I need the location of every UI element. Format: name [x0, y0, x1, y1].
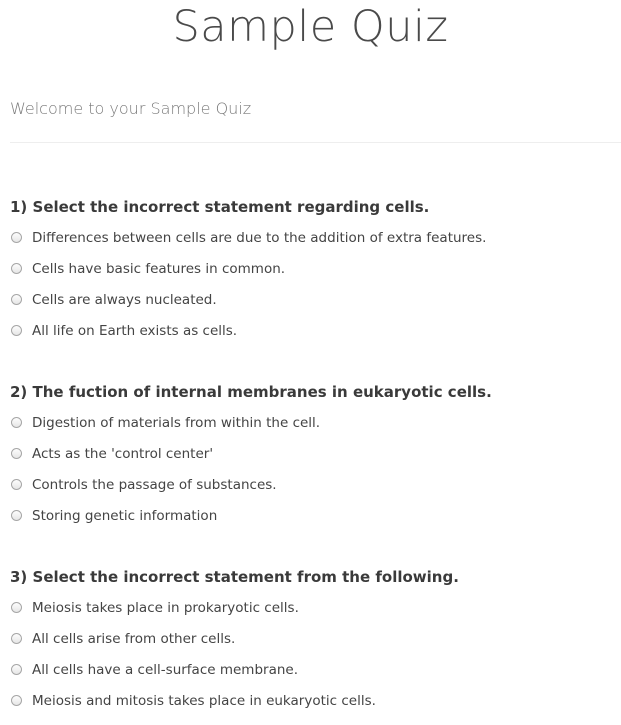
answer-label[interactable]: Meiosis takes place in prokaryotic cells.	[32, 599, 299, 616]
answer-label[interactable]: Cells have basic features in common.	[32, 260, 286, 277]
answer-option[interactable]	[10, 469, 615, 500]
radio-button[interactable]	[11, 602, 22, 613]
answer-label[interactable]: Meiosis and mitosis takes place in eukaryotic cells.	[32, 692, 376, 709]
welcome-text: Welcome to your Sample Quiz	[10, 99, 252, 118]
answer-option[interactable]	[10, 253, 615, 284]
answer-label[interactable]: All cells have a cell-surface membrane.	[32, 661, 298, 678]
radio-button[interactable]	[11, 263, 22, 274]
answer-option[interactable]	[10, 315, 615, 346]
answer-option[interactable]	[10, 654, 615, 685]
radio-button[interactable]	[11, 325, 22, 336]
radio-button[interactable]	[11, 448, 22, 459]
radio-button[interactable]	[11, 232, 22, 243]
answer-label[interactable]: Storing genetic information	[32, 507, 218, 524]
question-title: 2) The fuction of internal membranes in eukaryotic cells.	[10, 383, 492, 401]
radio-button[interactable]	[11, 695, 22, 706]
answer-option[interactable]	[10, 685, 615, 716]
answer-option[interactable]	[10, 222, 615, 253]
page-title: Sample Quiz	[172, 2, 449, 52]
radio-button[interactable]	[11, 633, 22, 644]
answer-label[interactable]: All cells arise from other cells.	[32, 630, 236, 647]
question-3	[10, 567, 615, 716]
answer-label[interactable]: Controls the passage of substances.	[32, 476, 277, 493]
answer-option[interactable]	[10, 284, 615, 315]
answer-option[interactable]	[10, 407, 615, 438]
answer-option[interactable]	[10, 438, 615, 469]
question-title: 1) Select the incorrect statement regarding cells.	[10, 198, 430, 216]
answer-label[interactable]: Digestion of materials from within the cell.	[32, 414, 321, 431]
question-2	[10, 382, 615, 531]
answer-label[interactable]: Cells are always nucleated.	[32, 291, 217, 308]
divider	[10, 142, 621, 143]
radio-button[interactable]	[11, 664, 22, 675]
radio-button[interactable]	[11, 417, 22, 428]
question-title: 3) Select the incorrect statement from the following.	[10, 568, 459, 586]
radio-button[interactable]	[11, 510, 22, 521]
radio-button[interactable]	[11, 294, 22, 305]
answer-option[interactable]	[10, 592, 615, 623]
answer-label[interactable]: Acts as the 'control center'	[32, 445, 214, 462]
answer-label[interactable]: All life on Earth exists as cells.	[32, 322, 238, 339]
question-1	[10, 197, 615, 346]
answer-option[interactable]	[10, 500, 615, 531]
answer-label[interactable]: Differences between cells are due to the addition of extra features.	[32, 229, 487, 246]
radio-button[interactable]	[11, 479, 22, 490]
answer-option[interactable]	[10, 623, 615, 654]
